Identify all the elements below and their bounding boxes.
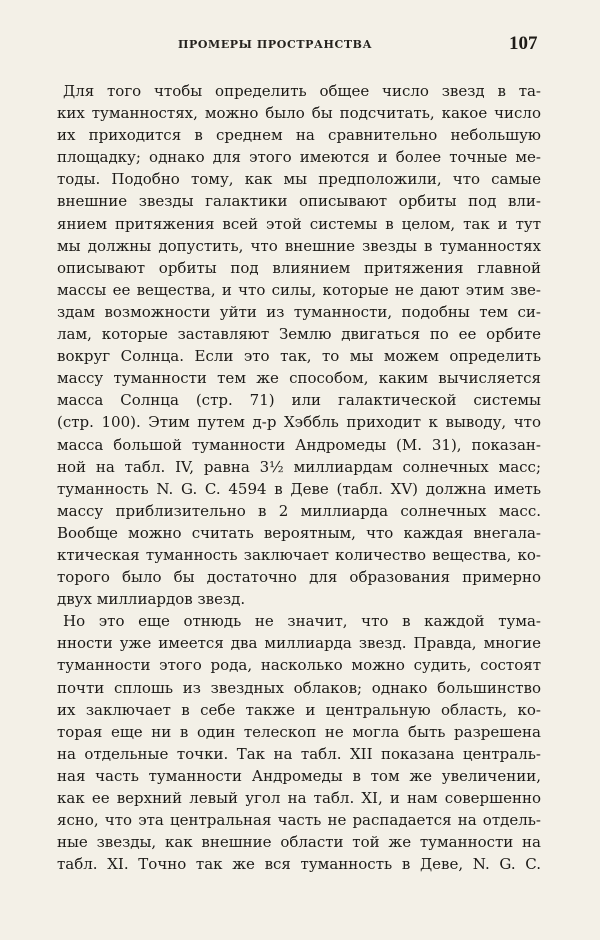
text-line: лам, которые заставляют Землю двигаться по ее орбите (57, 325, 541, 344)
text-line: ктическая туманность заключает количество вещества, ко- (57, 545, 541, 564)
text-line: (стр. 100). Этим путем д-р Хэббль приходит к выводу, что (57, 413, 541, 432)
paragraph-2 (57, 610, 541, 875)
text-line: почти сплошь из звездных облаков; однако большинство (57, 678, 541, 697)
text-line: описывают орбиты под влиянием притяжения главной (57, 258, 541, 277)
text-line: нности уже имеется два миллиарда звезд. Правда, многие (57, 634, 541, 653)
text-line: на отдельные точки. Так на табл. XII показана централь- (57, 744, 541, 763)
text-line: янием притяжения всей этой системы в целом, так и тут (57, 214, 541, 233)
text-line: ная часть туманности Андромеды в том же увеличении, (57, 766, 541, 785)
text-line: здам возможности уйти из туманности, подобны тем си- (57, 302, 541, 321)
text-line: масса большой туманности Андромеды (М. 31), показан- (57, 435, 541, 454)
text-line: массу приблизительно в 2 миллиарда солнечных масс. (57, 501, 541, 520)
text-line: их заключает в себе также и центральную область, ко- (57, 700, 541, 719)
text-line: ких туманностях, можно было бы подсчитать, какое число (57, 104, 541, 123)
text-line: двух миллиардов звезд. (57, 590, 246, 609)
text-line: Но это еще отнюдь не значит, что в каждой тума- (63, 612, 541, 631)
text-line: ные звезды, как внешние области той же туманности на (57, 833, 541, 852)
text-line: туманность N. G. C. 4594 в Деве (табл. XV) должна иметь (57, 479, 541, 498)
text-line: табл. XI. Точно так же вся туманность в Деве, N. G. C. (57, 855, 541, 874)
text-line: внешние звезды галактики описывают орбиты под вли- (57, 192, 541, 211)
text-line: торая еще ни в один телескоп не могла быть разрешена (57, 722, 541, 741)
text-line: туманности этого рода, насколько можно судить, состоят (57, 656, 541, 675)
text-line: масса Солнца (стр. 71) или галактической системы (57, 391, 541, 410)
text-line: тоды. Подобно тому, как мы предположили, что самые (57, 170, 541, 189)
body-text (57, 80, 541, 875)
text-line: ясно, что эта центральная часть не распадается на отдель- (57, 811, 541, 830)
page-number: 107 (509, 33, 538, 54)
text-line: как ее верхний левый угол на табл. XI, и нам совершенно (57, 789, 541, 807)
text-line: их приходится в среднем на сравнительно небольшую (57, 126, 541, 145)
running-head: ПРОМЕРЫ ПРОСТРАНСТВА (178, 38, 373, 51)
text-line: Для того чтобы определить общее число звезд в та- (63, 82, 541, 100)
text-line: Вообще можно считать вероятным, что каждая внегала- (57, 523, 541, 542)
text-line: вокруг Солнца. Если это так, то мы можем определить (57, 347, 541, 366)
text-line: ной на табл. IV, равна 3½ миллиардам солнечных масс; (57, 457, 541, 476)
paragraph-1 (57, 80, 541, 610)
text-line: торого было бы достаточно для образования примерно (57, 568, 541, 587)
text-line: мы должны допустить, что внешние звезды в туманностях (57, 236, 541, 255)
text-line: площадку; однако для этого имеются и более точные ме- (57, 148, 541, 167)
text-line: массу туманности тем же способом, каким вычисляется (57, 369, 541, 388)
text-line: массы ее вещества, и что силы, которые не дают этим зве- (57, 280, 541, 299)
